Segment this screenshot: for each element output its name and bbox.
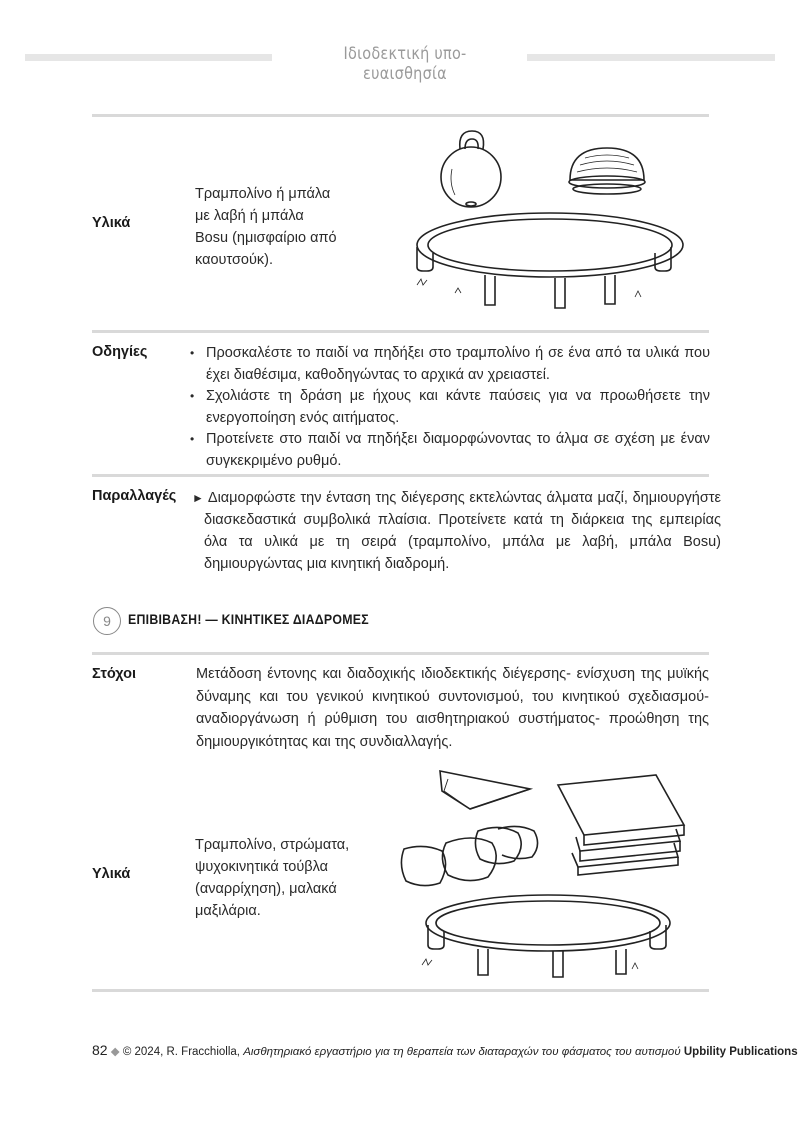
materials-line: ψυχοκινητικά τούβλα	[195, 859, 329, 875]
materials-text	[195, 183, 395, 271]
materials-line: Τραμπολίνο ή μπάλα	[195, 186, 331, 202]
goals-text: Μετάδοση έντονης και διαδοχικής ιδιοδεκτικής διέγερσης- ενίσχυση της μυϊκής δύναμης και του γενικού κινητικού συντονισμού, του κινητικού σχεδιασμού-αναδιοργάνωση ή ρύθμιση του αισθητηριακού συστήματος- προώθηση της δημιουργικότητας και της συνδιαλλαγής.	[196, 666, 709, 750]
goals-label: Στόχοι	[92, 666, 136, 682]
divider-rule	[92, 474, 709, 477]
header-bar-left	[25, 54, 272, 61]
variations-text	[192, 487, 721, 575]
materials-label: Υλικά	[92, 866, 131, 882]
book-title: Αισθητηριακό εργαστήριο για τη θεραπεία των διαταραχών του φάσματος του αυτισμού	[243, 1046, 681, 1058]
materials-line: (αναρρίχηση), μαλακά	[195, 881, 337, 897]
triangle-bullet-icon: ►	[192, 491, 204, 505]
instruction-item: • Σχολιάστε τη δράση με ήχους και κάντε παύσεις για να προωθήσετε την ενεργοποίηση ενός αιτήματος.	[190, 386, 710, 429]
materials-line: Τραμπολίνο, στρώματα,	[195, 837, 350, 853]
running-header-title: Ιδιοδεκτική υπο-ευαισθησία	[343, 44, 467, 84]
divider-rule	[92, 330, 709, 333]
diamond-icon: ◆	[110, 1046, 120, 1058]
materials-line: Bosu (ημισφαίριο από	[195, 230, 337, 246]
materials-text	[195, 834, 395, 922]
header-bar-right	[527, 54, 775, 61]
instruction-item: • Προσκαλέστε το παιδί να πηδήξει στο τραμπολίνο ή σε ένα από τα υλικά που έχει διαθέσιμα, καθοδηγώντας το αρχικά αν χρειαστεί.	[190, 343, 710, 386]
materials-label: Υλικά	[92, 215, 131, 231]
materials-line: με λαβή ή μπάλα	[195, 208, 304, 224]
instruction-item: • Προτείνετε στο παιδί να πηδήξει διαμορφώνοντας το άλμα σε σχέση με έναν συγκεκριμένο ρυθμό.	[190, 429, 710, 472]
materials-line: καουτσούκ).	[195, 252, 274, 268]
divider-rule	[92, 114, 709, 117]
variations-label: Παραλλαγές	[92, 488, 177, 504]
page-footer	[92, 1042, 798, 1058]
materials-line: μαξιλάρια.	[195, 903, 261, 919]
variations-body: Διαμορφώστε την ένταση της διέγερσης εκτελώντας άλματα μαζί, δημιουργήστε διασκεδαστικά συμβολικά πλαίσια. Προτείνετε κατά τη διάρκεια της εμπειρίας όλα τα υλικά με τη σειρά (τραμπολίνο, μπάλα με λαβή, μπάλα Bosu) δημιουργώντας μια κινητική διαδρομή.	[204, 490, 721, 572]
materials-illustration-trampoline-ball-bosu	[405, 125, 695, 320]
divider-rule	[92, 652, 709, 655]
section-number-badge	[93, 607, 121, 635]
instructions-label: Οδηγίες	[92, 344, 148, 360]
divider-rule	[92, 989, 709, 992]
materials-illustration-trampoline-mats-pillows	[398, 765, 698, 985]
publisher-name: Upbility Publications	[683, 1046, 798, 1058]
copyright-text: © 2024, R. Fracchiolla,	[122, 1046, 240, 1058]
page-number: 82	[92, 1042, 108, 1058]
instructions-list	[190, 343, 710, 472]
section-title: ΕΠΙΒΙΒΑΣΗ! — ΚΙΝΗΤΙΚΕΣ ΔΙΑΔΡΟΜΕΣ	[128, 611, 369, 627]
section-number: 9	[103, 613, 111, 629]
